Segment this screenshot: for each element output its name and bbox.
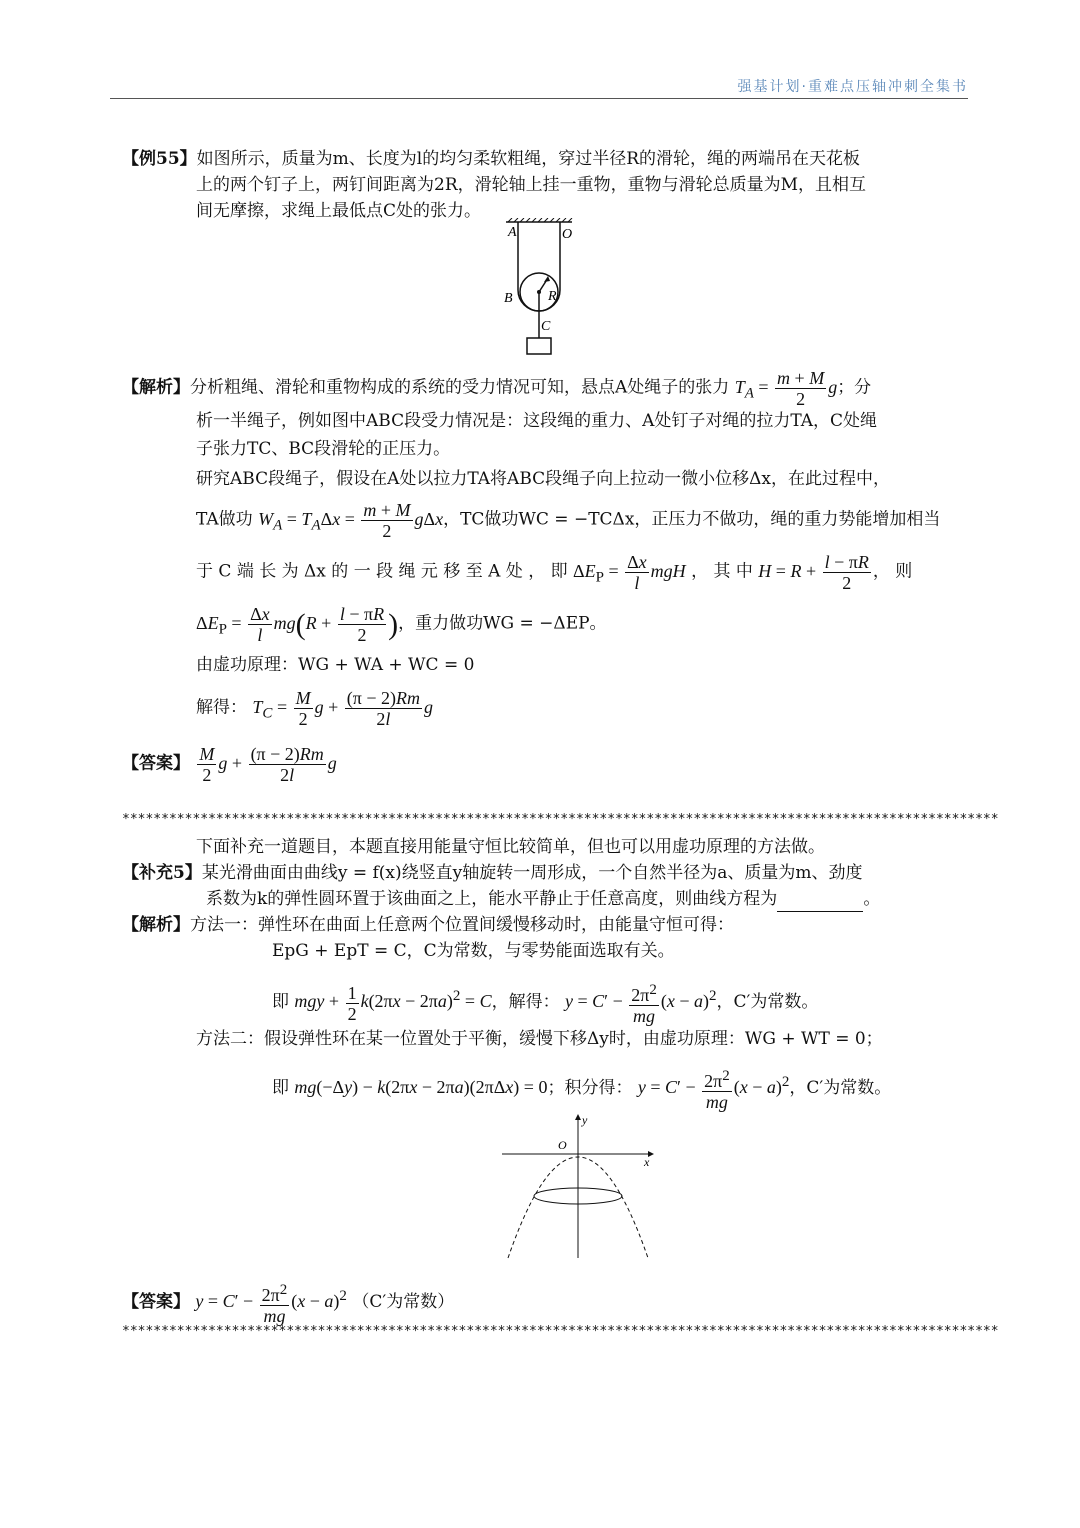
book-title: 强基计划·重难点压轴冲刺全集书 xyxy=(737,79,968,95)
example-55-line1 xyxy=(122,146,860,172)
solution-tag: 【解析】 xyxy=(122,915,190,935)
answer-5: 【答案】 y = C′ − $\frac{2\pi^2}{mg}$ $(x - a)^2$ （C′为常数） xyxy=(122,1282,455,1326)
page-header xyxy=(0,0,1080,100)
separator-stars-top: **************************************************************************************************************** xyxy=(122,812,999,827)
supplement-line2: 系数为k的弹性圆环置于该曲面之上，能水平静止于任意高度，则曲线方程为 。 xyxy=(206,886,880,912)
solution-55-line2: 析一半绳子，例如图中ABC段受力情况是：这段绳的重力、A处钉子对绳的拉力TA，C处绳 xyxy=(196,411,878,431)
solution-55-line6: 于 C 端 长 为 Δx 的 一 段 绳 元 移 至 A 处 ， 即 $\Delta E_P$ = $\frac{\Delta x}{l}$ mgH ， 其 中 H = R + $\frac{l - \pi R}{2}$ ， 则 xyxy=(196,552,913,593)
solution-55-line3: 子张力TC、BC段滑轮的正压力。 xyxy=(196,439,451,459)
origin-label: O xyxy=(558,1138,567,1152)
label-r: R xyxy=(548,289,557,304)
answer-55: 【答案】 $\frac{M}{2}$ g + $\frac{(\pi - 2)Rm}{2l}$ g xyxy=(122,744,337,785)
solution-5-method2: 方法二：假设弹性环在某一位置处于平衡，缓慢下移Δy时，由虚功原理：WG + WT = 0； xyxy=(196,1029,883,1049)
solution-55-line9: 解得： $T_C$ = $\frac{M}{2}$ g + $\frac{(\pi - 2)Rm}{2l}$ g xyxy=(196,688,433,729)
label-a: A xyxy=(508,225,517,240)
supplement-intro: 下面补充一道题目，本题直接用能量守恒比较简单，但也可以用虚功原理的方法做。 xyxy=(196,837,825,857)
solution-55-line7: $\Delta E_P$ = $\frac{\Delta x}{l}$ mg(R + $\frac{l - \pi R}{2}$ )，重力做功WG = −ΔEP。 xyxy=(196,604,607,645)
solution-55-line1: 【解析】分析粗绳、滑轮和重物构成的系统的受力情况可知，悬点A处绳子的张力 $T_A$ = $\frac{m + M}{2}$ g；分 xyxy=(122,368,872,409)
supplement-line1: 【补充5】某光滑曲面由曲线y = f(x)绕竖直y轴旋转一周形成，一个自然半径为a、质量为m、劲度 xyxy=(122,863,863,883)
solution-55-line4: 研究ABC段绳子，假设在A处以拉力TA将ABC段绳子向上拉动一微小位移Δx，在此过程中， xyxy=(196,469,891,489)
label-c: C xyxy=(541,319,551,334)
example-text-1: 如图所示，质量为m、长度为l的均匀柔软粗绳，穿过半径R的滑轮，绳的两端吊在天花板 xyxy=(196,149,861,169)
example-55-line2: 上的两个钉子上，两钉间距离为2R，滑轮轴上挂一重物，重物与滑轮总质量为M，且相互 xyxy=(196,175,867,195)
answer-blank xyxy=(777,893,863,912)
separator-stars-bottom: **************************************************************************************************************** xyxy=(122,1324,999,1339)
solution-tag: 【解析】 xyxy=(122,377,190,398)
answer-tag: 【答案】 xyxy=(122,753,190,774)
answer-tag: 【答案】 xyxy=(122,1292,190,1313)
label-o: O xyxy=(562,227,573,242)
solution-5-method1: 【解析】方法一：弹性环在曲面上任意两个位置间缓慢移动时，由能量守恒可得： xyxy=(122,915,734,935)
solution-55-line8: 由虚功原理：WG + WA + WC = 0 xyxy=(196,655,475,675)
solution-5-method2-result: 即 mg(−Δy) − k(2πx − 2πa)(2πΔx) = 0；积分得： y = C′ − $\frac{2\pi^2}{mg}$ $(x - a)^2$，C′为常数。 xyxy=(272,1068,892,1112)
example-tag: 【例55】 xyxy=(122,149,197,169)
solution-55-line5: TA做功 $W_A = T_A\Delta x$ = $\frac{m + M}{2}$ gΔx，TC做功WC = −TCΔx，正压力不做功，绳的重力势能增加相当 xyxy=(196,500,941,541)
supplement-tag: 【补充5】 xyxy=(122,863,202,883)
solution-5-method1-result: 即 mgy + $\frac{1}{2}$ $k(2\pi x - 2\pi a)^2 = C$，解得： y = C′ − $\frac{2\pi^2}{mg}$ $(x - a)^2$，C′为常数。 xyxy=(272,982,819,1026)
parabola-figure xyxy=(498,1112,658,1262)
label-b: B xyxy=(504,291,513,306)
solution-5-energy-eq: EpG + EpT = C，C为常数，与零势能面选取有关。 xyxy=(272,941,675,961)
header-divider xyxy=(110,98,968,99)
pulley-figure xyxy=(498,218,586,358)
axis-label-y: y xyxy=(582,1113,588,1127)
axis-label-x: x xyxy=(644,1155,650,1169)
example-55-line3: 间无摩擦，求绳上最低点C处的张力。 xyxy=(196,201,482,221)
